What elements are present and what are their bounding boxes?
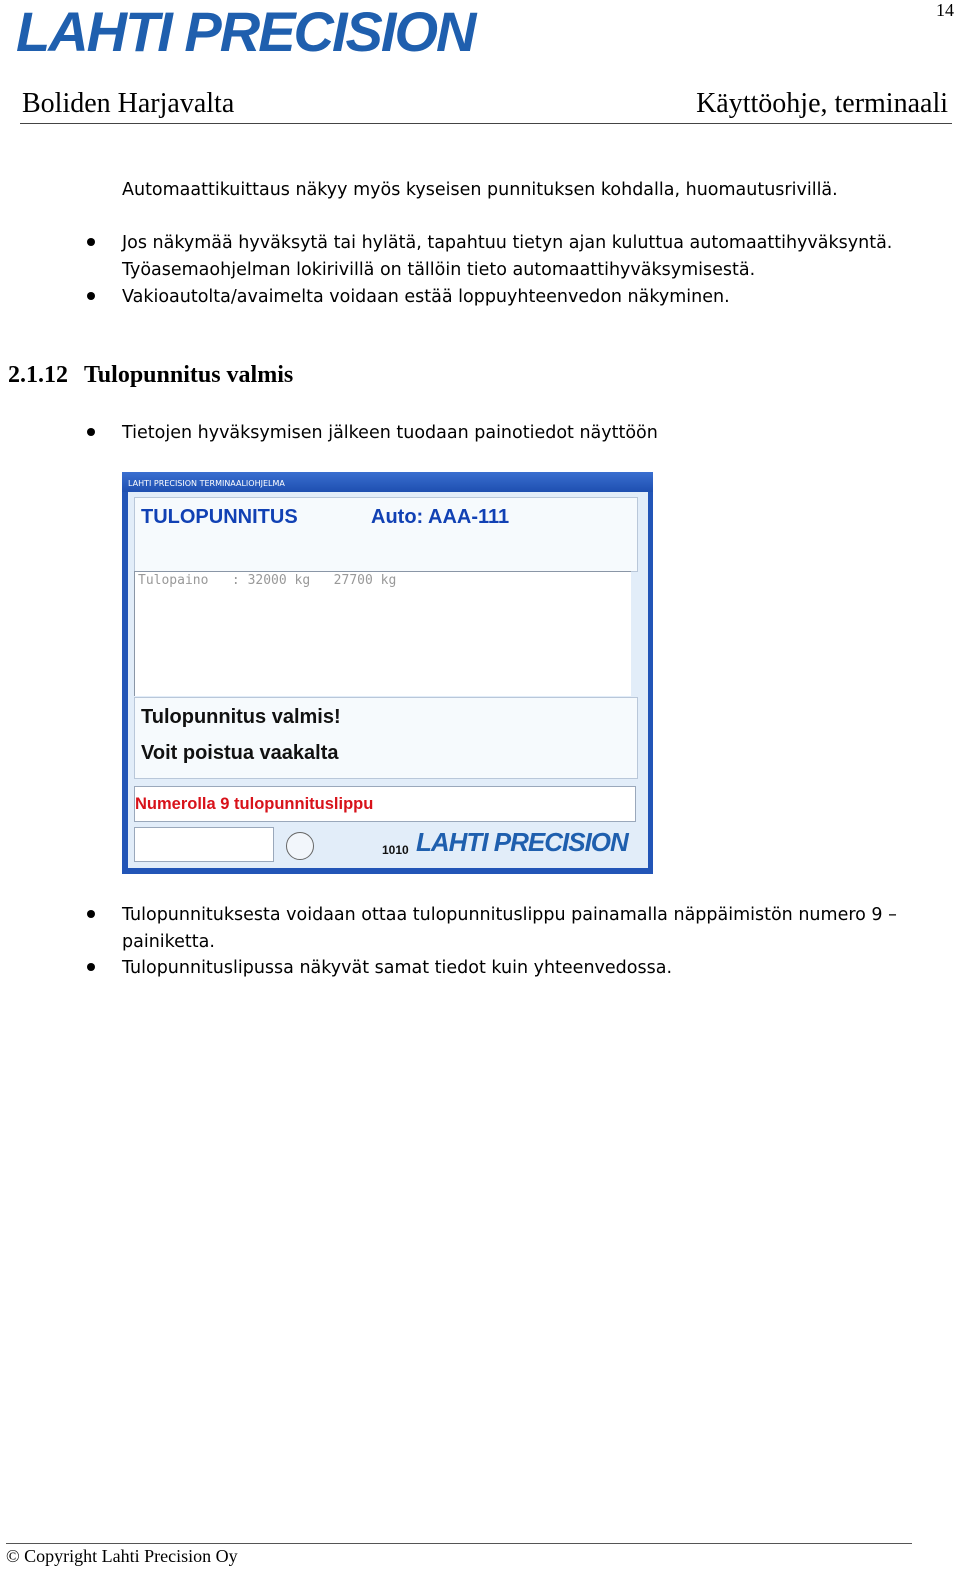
bullet-continuation: Työasemaohjelman lokirivillä on tällöin tieto automaattihyväksymisestä.: [122, 260, 756, 280]
footer-divider: [6, 1543, 912, 1544]
terminal-screenshot: [122, 472, 653, 874]
intro-line: Automaattikuittaus näkyy myös kyseisen punnituksen kohdalla, huomautusrivillä.: [122, 180, 838, 200]
header-right-title: Käyttöohje, terminaali: [696, 88, 948, 119]
terminal-client-area: [128, 492, 648, 868]
header-divider: [20, 123, 952, 124]
weight-data-pane: [134, 571, 631, 696]
print-ticket-hint: Numerolla 9 tulopunnituslippu: [135, 795, 374, 813]
status-message-1: Tulopunnitus valmis!: [141, 706, 341, 728]
page-number: 14: [936, 0, 954, 20]
bullet-dot: [87, 963, 95, 971]
terminal-brand-logo: LAHTI PRECISION: [416, 827, 628, 857]
terminal-code: 1010: [382, 843, 409, 857]
copyright-footer: © Copyright Lahti Precision Oy: [6, 1546, 238, 1566]
weight-row: Tulopaino : 32000 kg 27700 kg: [138, 573, 397, 588]
bullet-dot: [87, 292, 95, 300]
header-left-title: Boliden Harjavalta: [22, 88, 235, 119]
bullet-dot: [87, 238, 95, 246]
section-title: Tulopunnitus valmis: [84, 362, 294, 388]
bullet-text: Tietojen hyväksymisen jälkeen tuodaan painotiedot näyttöön: [122, 423, 658, 443]
section-number: 2.1.12: [8, 362, 68, 388]
status-message-panel: [134, 697, 638, 779]
bullet-text: Vakioautolta/avaimelta voidaan estää loppuyhteenvedon näkyminen.: [122, 287, 730, 307]
status-indicator-icon: [286, 832, 314, 860]
bullet-text: Jos näkymää hyväksytä tai hylätä, tapahtuu tietyn ajan kuluttua automaattihyväksyntä.: [122, 233, 893, 253]
bullet-text: Tulopunnituslipussa näkyvät samat tiedot kuin yhteenvedossa.: [122, 958, 673, 978]
vehicle-label: Auto: AAA-111: [371, 506, 510, 528]
lahti-precision-logo: LAHTI PRECISION: [16, 0, 475, 63]
bullet-continuation: painiketta.: [122, 932, 215, 952]
status-message-2: Voit poistua vaakalta: [141, 742, 339, 764]
section-heading: [8, 362, 293, 389]
bullet-dot: [87, 428, 95, 436]
hint-bar: [134, 786, 636, 822]
weighing-heading: TULOPUNNITUS: [141, 506, 298, 528]
window-titlebar: LAHTI PRECISION TERMINAALIOHJELMA: [122, 472, 653, 492]
keypad-input-field[interactable]: [134, 827, 274, 862]
bullet-text: Tulopunnituksesta voidaan ottaa tulopunnituslippu painamalla näppäimistön numero 9 –: [122, 905, 897, 925]
weighing-header-panel: [134, 497, 638, 572]
bullet-dot: [87, 910, 95, 918]
